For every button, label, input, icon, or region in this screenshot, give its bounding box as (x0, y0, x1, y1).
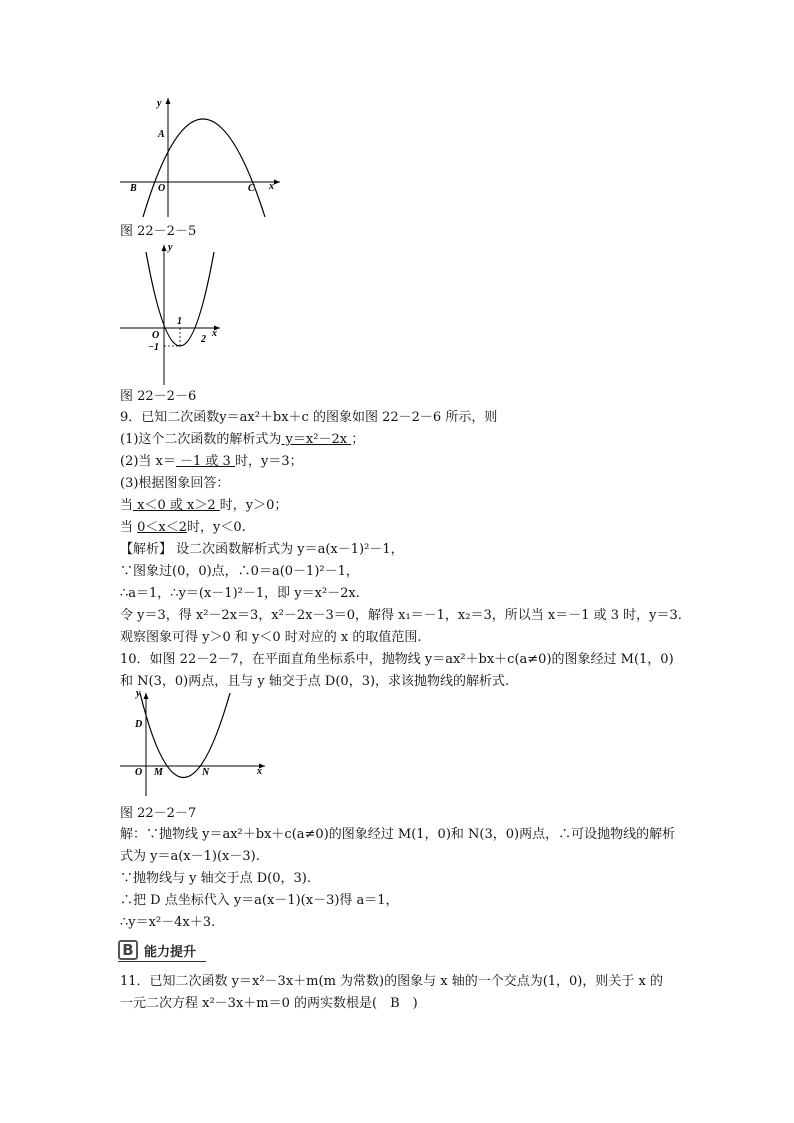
y-axis-arrow (166, 98, 171, 104)
q9-part3b-suffix: 时，y＜0. (187, 520, 246, 535)
q9-analysis-line-1: 【解析】 设二次函数解析式为 y＝a(x－1)²－1， (120, 542, 404, 557)
q9-part3a-answer: x＜0 或 x＞2 (133, 498, 220, 513)
y-axis-arrow (162, 245, 167, 251)
q9-part1-prefix: (1)这个二次函数的解析式为 (120, 432, 282, 447)
q9-part1-answer: y＝x²－2x (281, 432, 352, 447)
q10-solution-line-5: ∴y＝x²－4x＋3. (120, 915, 216, 930)
figure-22-2-5 (110, 90, 290, 220)
parabola-graph-7 (110, 688, 270, 798)
point-b-label: B (130, 183, 137, 194)
q11-line-1: 11．已知二次函数 y＝x²－3x＋m(m 为常数)的图象与 x 轴的一个交点为(1，0)，则关于 x 的 (120, 974, 663, 989)
q9-part3a (120, 496, 287, 516)
parabola-graph-6 (110, 240, 230, 390)
q10-solution-line-3: ∵抛物线与 y 轴交于点 D(0，3). (120, 871, 311, 886)
q10-stem-line-1: 10．如图 22－2－7，在平面直角坐标系中，抛物线 y＝ax²＋bx＋c(a≠0)的图象经过 M(1，0) (120, 652, 674, 667)
point-a-label: A (158, 129, 165, 140)
q9-part3b-answer: 0＜x＜2 (137, 520, 188, 535)
point-m-label: M (154, 767, 163, 778)
y-axis-label: y (168, 242, 173, 253)
tick-label-minus-1: −1 (148, 342, 160, 353)
x-axis-arrow (274, 180, 280, 185)
q9-stem: 9．已知二次函数y＝ax²＋bx＋c 的图象如图 22－2－6 所示，则 (120, 410, 498, 425)
tick-label-1: 1 (177, 316, 182, 327)
q11-line-2: 一元二次方程 x²－3x＋m＝0 的两实数根是( B ) (120, 996, 418, 1011)
figure-caption-22-2-5: 图 22－2－5 (120, 224, 197, 239)
q9-analysis-line-2: ∵图象过(0，0)点，∴0＝a(0－1)²－1， (120, 564, 359, 579)
q9-part3a-prefix: 当 (120, 498, 134, 513)
q9-analysis-line-3: ∴a＝1，∴y＝(x－1)²－1，即 y＝x²－2x. (120, 586, 360, 601)
figure-22-2-6 (110, 240, 230, 390)
q9-part1 (120, 430, 364, 450)
q9-part3a-suffix: 时，y＞0； (219, 498, 288, 513)
section-divider (118, 961, 206, 962)
x-axis-label: x (269, 181, 274, 192)
q10-stem-line-2: 和 N(3，0)两点，且与 y 轴交于点 D(0，3)，求该抛物线的解析式. (120, 674, 510, 689)
q9-part2-answer: －1 或 3 (175, 454, 235, 469)
q9-part3b (120, 518, 246, 538)
tick-label-2: 2 (201, 334, 206, 345)
point-n-label: N (202, 767, 210, 778)
y-axis-label: y (136, 688, 141, 699)
q9-part2-prefix: (2)当 x＝ (120, 454, 176, 469)
figure-caption-22-2-6: 图 22－2－6 (120, 389, 197, 404)
parabola-curve (140, 693, 230, 778)
q9-analysis-line-5: 观察图象可得 y＞0 和 y＜0 时对应的 x 的取值范围. (120, 630, 422, 645)
x-axis-label: x (257, 766, 262, 777)
section-heading (118, 940, 196, 960)
section-letter-badge: B (118, 940, 138, 960)
q9-part2-suffix: 时，y＝3； (234, 454, 303, 469)
y-axis-arrow (144, 693, 149, 699)
origin-label: O (158, 183, 166, 194)
q9-part1-suffix: ； (351, 432, 365, 447)
origin-label: O (152, 330, 160, 341)
q9-analysis-line-4: 令 y＝3，得 x²－2x＝3，x²－2x－3＝0，解得 x₁＝－1，x₂＝3，所以当 x＝－1 或 3 时，y＝3. (120, 608, 682, 623)
x-axis-label: x (212, 328, 217, 339)
y-axis-label: y (157, 98, 162, 109)
point-c-label: C (248, 183, 255, 194)
q9-part3: (3)根据图象回答： (120, 476, 230, 491)
figure-caption-22-2-7: 图 22－2－7 (120, 806, 197, 821)
origin-label: O (135, 767, 143, 778)
section-title: 能力提升 (144, 944, 197, 960)
parabola-graph-5 (110, 90, 290, 220)
q10-solution-line-4: ∴把 D 点坐标代入 y＝a(x－1)(x－3)得 a＝1， (120, 893, 399, 908)
q10-solution-line-1: 解：∵抛物线 y＝ax²＋bx＋c(a≠0)的图象经过 M(1，0)和 N(3，0)两点，∴可设抛物线的解析 (120, 827, 676, 842)
figure-22-2-7 (110, 688, 270, 798)
q9-part3b-prefix: 当 (120, 520, 138, 535)
point-d-label: D (135, 719, 143, 730)
q9-part2 (120, 452, 303, 472)
q10-solution-line-2: 式为 y＝a(x－1)(x－3). (120, 849, 260, 864)
